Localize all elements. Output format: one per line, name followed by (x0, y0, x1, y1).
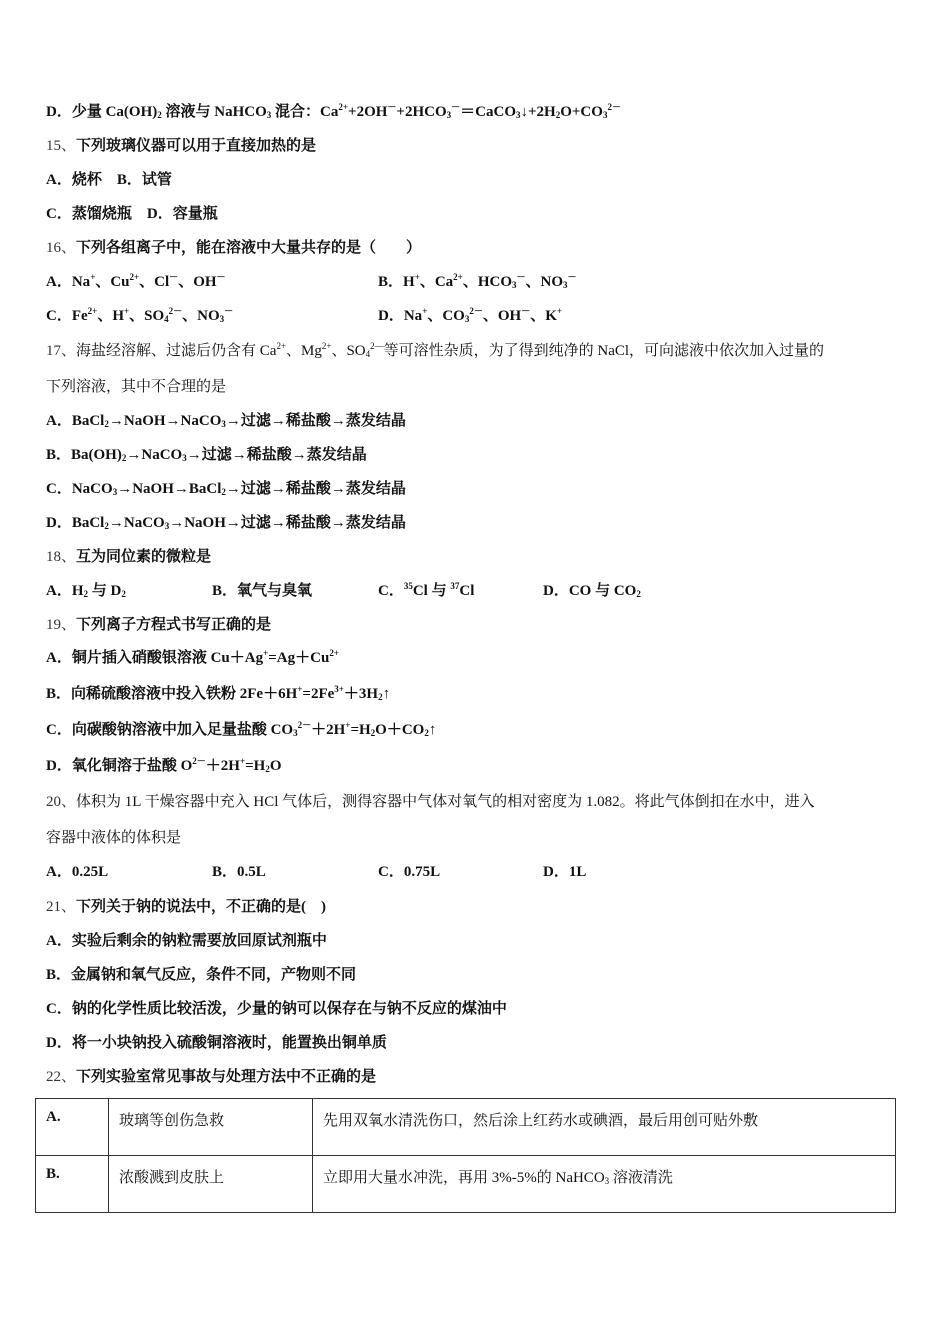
q20-stem-line1 (46, 792, 815, 812)
q14-option-d (46, 102, 621, 122)
q17-option-d: D．BaCl$_2$→NaCO$_3$→NaOH→过滤→稀盐酸→蒸发结晶 (46, 515, 406, 531)
q15-stem (46, 136, 316, 156)
question-stem: 互为同位素的微粒是 (76, 549, 212, 565)
q17-option-a: A．BaCl$_2$→NaOH→NaCO$_3$→过滤→稀盐酸→蒸发结晶 (46, 413, 406, 429)
question-stem: 下列各组离子中，能在溶液中大量共存的是（ ） (76, 240, 422, 256)
q19-stem (46, 615, 271, 635)
question-number: 19、 (46, 617, 77, 633)
question-stem: 海盐经溶解、过滤后仍含有 $Ca^{2+}$、$Mg^{2+}$、$SO_4^{2—}$等可溶性杂质，为了得到纯净的 NaCl，可向滤液中依次加入过量的 (76, 341, 825, 359)
q21-option-c: C．钠的化学性质比较活泼，少量的钠可以保存在与钠不反应的煤油中 (46, 1001, 507, 1017)
table-row (36, 1099, 896, 1156)
q16-option-c: C．$Fe^{2+}$、H+、$SO_4^{2-}$、$NO_3^-$ (46, 306, 234, 324)
q22-table (35, 1098, 896, 1213)
method-cell: 立即用大量水冲洗，再用 3%-5%的 NaHCO$_3$ 溶液清洗 (313, 1156, 896, 1213)
option-text: 蒸馏烧瓶 (71, 206, 132, 222)
q18-option-b: B．氧气与臭氧 (212, 583, 313, 599)
accident-cell: 玻璃等创伤急救 (109, 1099, 313, 1156)
q18-option-d: D．CO 与 $CO_2$ (543, 583, 641, 599)
table-row (36, 1156, 896, 1213)
q19-option-a: A．铜片插入硝酸银溶液 $Cu+Ag^+=Ag+Cu^{2+}$ (46, 648, 339, 666)
method-cell: 先用双氧水清洗伤口，然后涂上红药水或碘酒，最后用创可贴外敷 (313, 1099, 896, 1156)
row-label: A. (36, 1099, 109, 1156)
q15-options-cd (46, 204, 218, 224)
q20-option-d: D．1L (543, 864, 587, 880)
option-label: D． (46, 104, 72, 120)
q16-option-a: A．Na+、$Cu^{2+}$、Cl－、OH－ (46, 272, 226, 290)
q15-options-ab (46, 170, 172, 190)
question-stem: 下列实验室常见事故与处理方法中不正确的是 (76, 1069, 377, 1085)
option-label: C． (46, 206, 72, 222)
option-label: D． (146, 206, 173, 222)
option-text: 容量瓶 (172, 206, 218, 222)
q18-stem (46, 547, 211, 567)
q17-option-c: C．NaCO$_3$→NaOH→BaCl$_2$→过滤→稀盐酸→蒸发结晶 (46, 481, 406, 497)
question-stem: 下列离子方程式书写正确的是 (76, 617, 272, 633)
q19-option-b: B．向稀硫酸溶液中投入铁粉 $2Fe+6H^+=2Fe^{3+}+3H_2↑$ (46, 684, 391, 702)
question-number: 16、 (46, 240, 77, 256)
q17-stem-line1 (46, 341, 824, 361)
q21-option-d: D．将一小块钠投入硫酸铜溶液时，能置换出铜单质 (46, 1035, 387, 1051)
option-text: 试管 (141, 172, 172, 188)
option-label: B． (116, 172, 142, 188)
q16-option-d: D．Na+、$CO_3^{2-}$、OH－、K+ (378, 306, 563, 324)
q20-option-a: A．0.25L (46, 864, 109, 880)
question-number: 21、 (46, 899, 77, 915)
q20-option-b: B．0.5L (212, 864, 266, 880)
q16-option-b: B．H+、$Ca^{2+}$、$HCO_3^-$、$NO_3^-$ (378, 272, 577, 290)
option-text: 少量 $Ca(OH)_2$ 溶液与 NaHCO$_3$ 混合：$Ca^{2+}+2OH^-+2HCO_3^-=CaCO_3↓+2H_2O+CO_3^{2-}$ (71, 102, 621, 120)
q20-stem-line2: 容器中液体的体积是 (46, 830, 182, 846)
option-label: A． (46, 172, 72, 188)
q18-option-c: C．$^{35}$Cl 与 $^{37}$Cl (378, 581, 475, 599)
question-stem: 下列玻璃仪器可以用于直接加热的是 (76, 138, 317, 154)
question-number: 22、 (46, 1069, 77, 1085)
q17-stem-line2: 下列溶液，其中不合理的是 (46, 379, 227, 395)
question-stem: 下列关于钠的说法中，不正确的是( ) (76, 899, 327, 915)
q22-stem (46, 1067, 376, 1087)
question-number: 20、 (46, 794, 77, 810)
q18-option-a: A．$H_2$ 与 $D_2$ (46, 583, 126, 599)
q21-stem (46, 897, 326, 917)
q19-option-c: C．向碳酸钠溶液中加入足量盐酸 $CO_3^{2-}+2H^+=H_2O+CO_2↑$ (46, 720, 437, 738)
q20-option-c: C．0.75L (378, 864, 441, 880)
question-number: 18、 (46, 549, 77, 565)
question-number: 15、 (46, 138, 77, 154)
q21-option-a: A．实验后剩余的钠粒需要放回原试剂瓶中 (46, 933, 327, 949)
row-label: B. (36, 1156, 109, 1213)
question-stem: 体积为 1L 干燥容器中充入 HCl 气体后，测得容器中气体对氧气的相对密度为 1.082。将此气体倒扣在水中，进入 (76, 794, 815, 810)
q19-option-d: D．氧化铜溶于盐酸 $O^{2-}+2H^+=H_2O$ (46, 756, 282, 774)
q17-option-b: B．$Ba(OH)_2\to NaCO_3\to$过滤→稀盐酸→蒸发结晶 (46, 447, 367, 463)
option-text: 烧杯 (71, 172, 102, 188)
accident-cell: 浓酸溅到皮肤上 (109, 1156, 313, 1213)
q16-stem (46, 238, 421, 258)
q21-option-b: B．金属钠和氧气反应，条件不同，产物则不同 (46, 967, 357, 983)
question-number: 17、 (46, 343, 77, 359)
